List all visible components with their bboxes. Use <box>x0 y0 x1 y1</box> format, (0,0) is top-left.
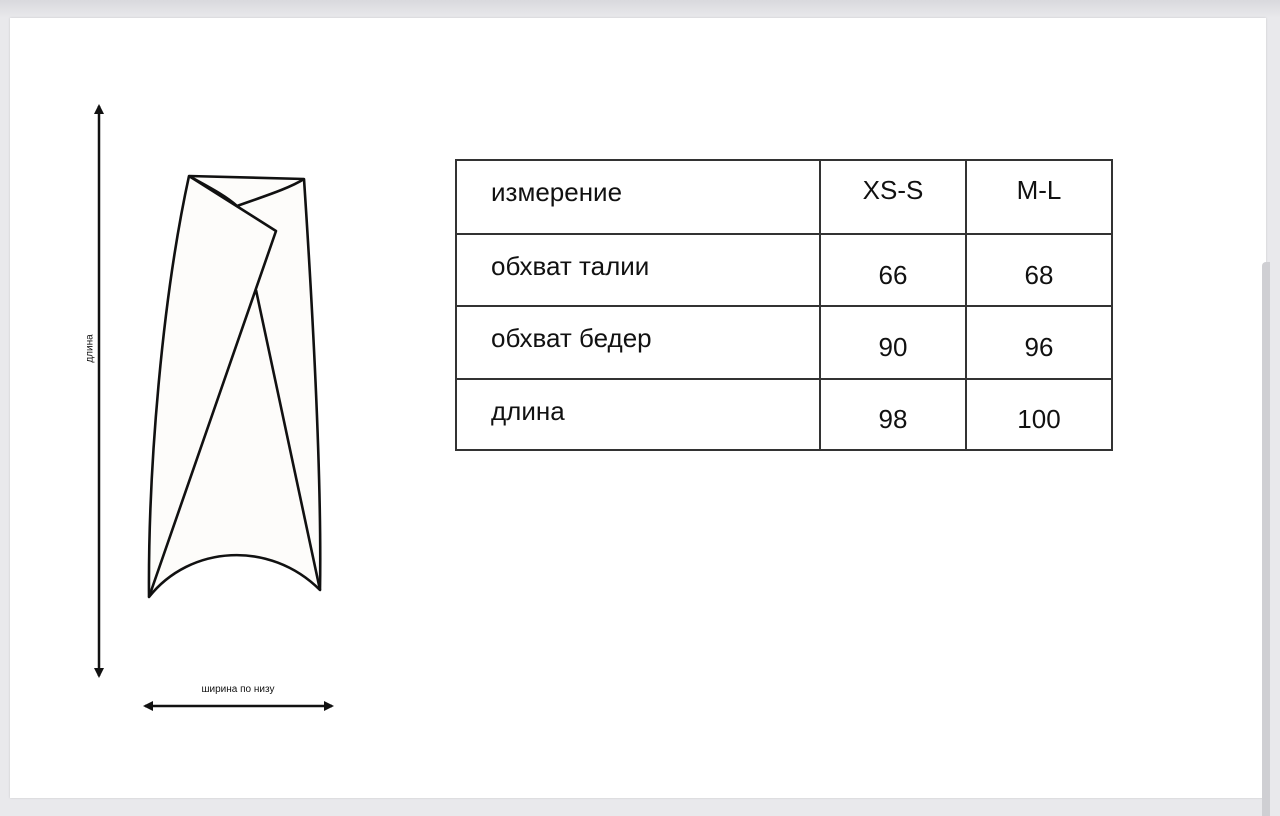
row-label-waist: обхват талии <box>456 234 820 306</box>
hips-xs-s: 90 <box>820 306 966 379</box>
hips-m-l: 96 <box>966 306 1112 379</box>
row-label-length: длина <box>456 379 820 450</box>
size-table <box>455 159 1113 451</box>
table-header-row <box>456 160 1112 234</box>
table-row <box>456 234 1112 306</box>
header-label: измерение <box>456 160 820 234</box>
table-row <box>456 379 1112 450</box>
size-m-l-header: M-L <box>966 160 1112 234</box>
skirt-outline <box>149 176 320 597</box>
waist-xs-s: 66 <box>820 234 966 306</box>
bottom-width-label: ширина по низу <box>201 684 275 695</box>
waist-m-l: 68 <box>966 234 1112 306</box>
length-label: длина <box>84 334 96 363</box>
length-m-l: 100 <box>966 379 1112 450</box>
size-xs-s-header: XS-S <box>820 160 966 234</box>
length-xs-s: 98 <box>820 379 966 450</box>
table-row <box>456 306 1112 379</box>
row-label-hips: обхват бедер <box>456 306 820 379</box>
